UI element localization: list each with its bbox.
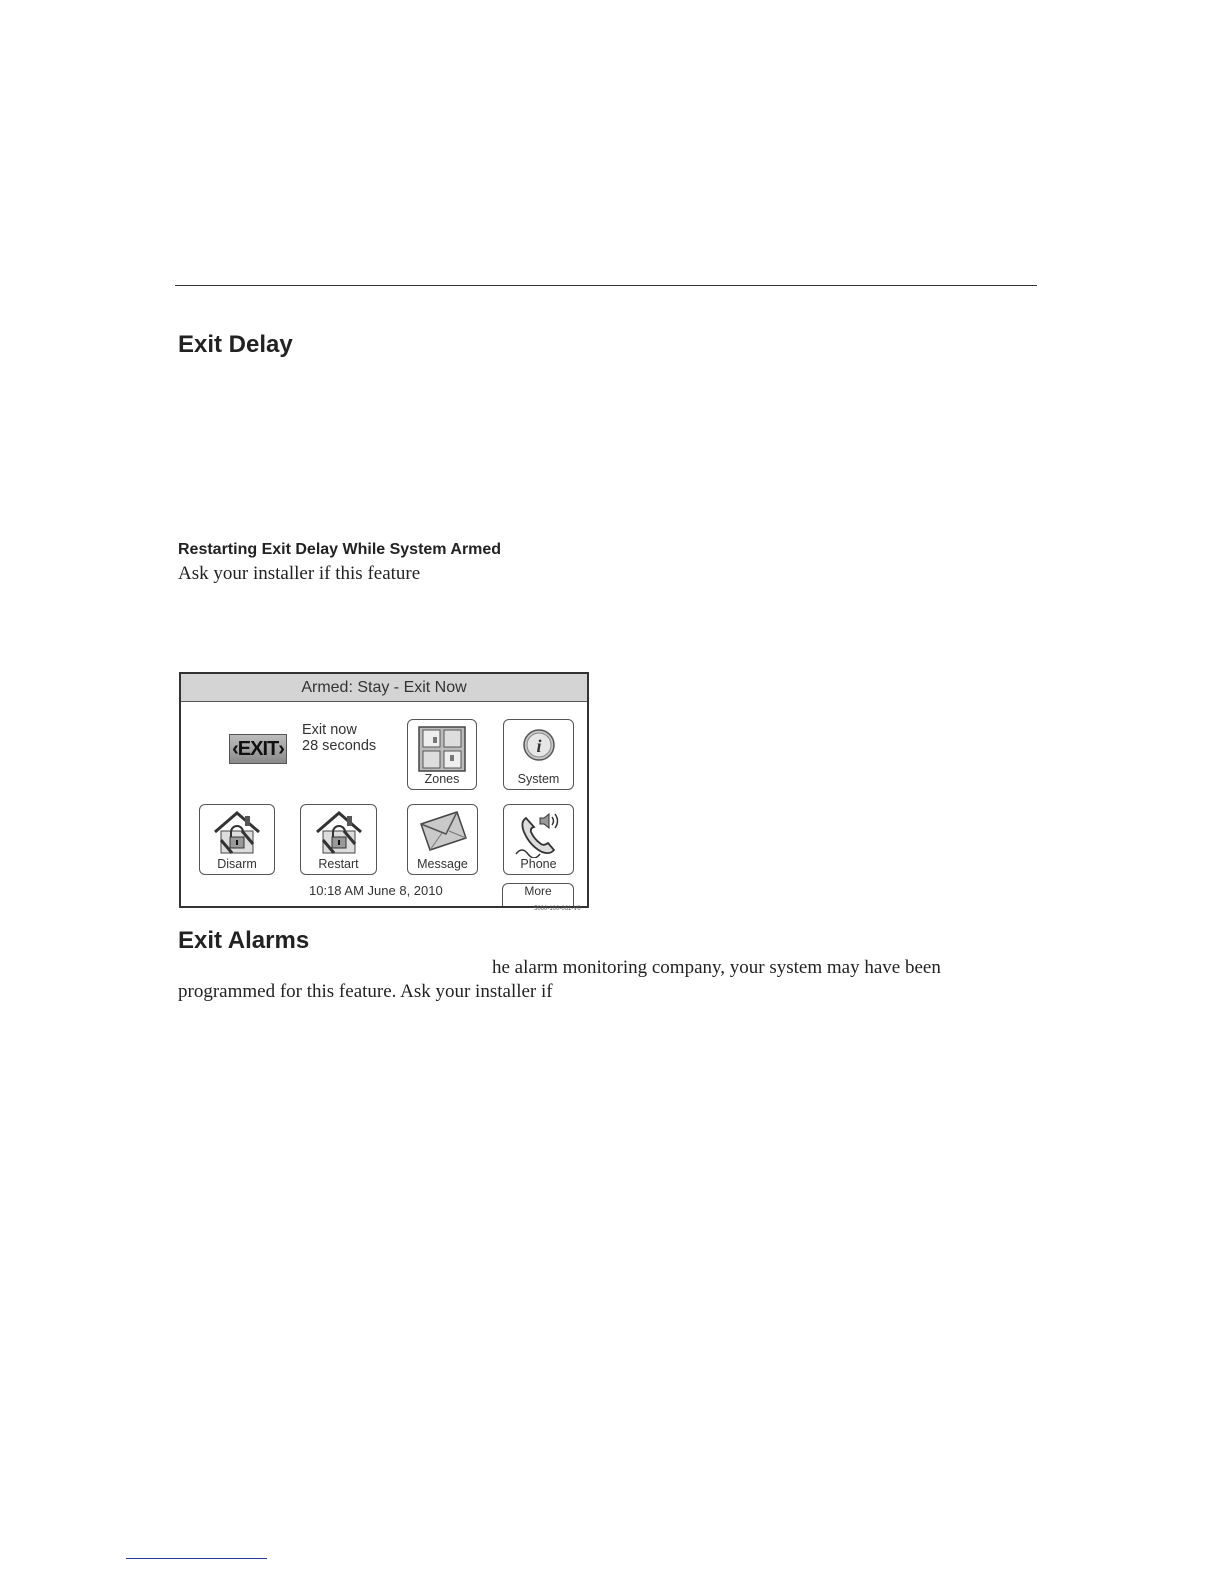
header-rule — [175, 285, 1037, 286]
restart-label: Restart — [318, 857, 359, 871]
figure-id: 5000-100-061-V0 — [534, 906, 581, 912]
zones-grid-icon — [417, 725, 467, 773]
phone-button[interactable] — [503, 804, 574, 875]
house-lock-icon — [314, 810, 364, 856]
system-button[interactable] — [503, 719, 574, 790]
datetime-readout: 10:18 AM June 8, 2010 — [309, 883, 443, 898]
disarm-label: Disarm — [217, 857, 257, 871]
exit-sign-icon: ‹EXIT› — [229, 734, 287, 764]
restart-button[interactable] — [300, 804, 377, 875]
exit-countdown — [302, 722, 376, 754]
phone-icon — [514, 810, 564, 858]
system-label: System — [517, 772, 560, 786]
heading-exit-alarms: Exit Alarms — [178, 927, 310, 954]
heading-exit-delay: Exit Delay — [178, 331, 293, 358]
exit-countdown-seconds: 28 seconds — [302, 738, 377, 754]
svg-text:i: i — [535, 736, 542, 756]
paragraph-exit-alarms-line2: programmed for this feature. Ask your installer if — [178, 981, 553, 1002]
zones-label: Zones — [424, 772, 460, 786]
info-icon — [519, 725, 559, 765]
phone-label: Phone — [520, 857, 557, 871]
house-lock-icon — [212, 810, 262, 856]
keypad-screen — [179, 672, 589, 908]
disarm-button[interactable] — [199, 804, 275, 875]
exit-line-1: Exit now — [302, 722, 357, 738]
message-label: Message — [417, 857, 468, 871]
paragraph-exit-alarms-line1: he alarm monitoring company, your system may have been — [492, 957, 941, 978]
paragraph-restart: Ask your installer if this feature — [178, 563, 421, 584]
subheading-restarting-exit-delay: Restarting Exit Delay While System Armed — [178, 541, 502, 558]
screen-header: Armed: Stay - Exit Now — [181, 674, 587, 702]
footnote-rule — [126, 1558, 267, 1559]
envelope-icon — [417, 810, 469, 852]
more-button[interactable]: More — [502, 883, 574, 906]
zones-button[interactable] — [407, 719, 477, 790]
message-button[interactable] — [407, 804, 478, 875]
